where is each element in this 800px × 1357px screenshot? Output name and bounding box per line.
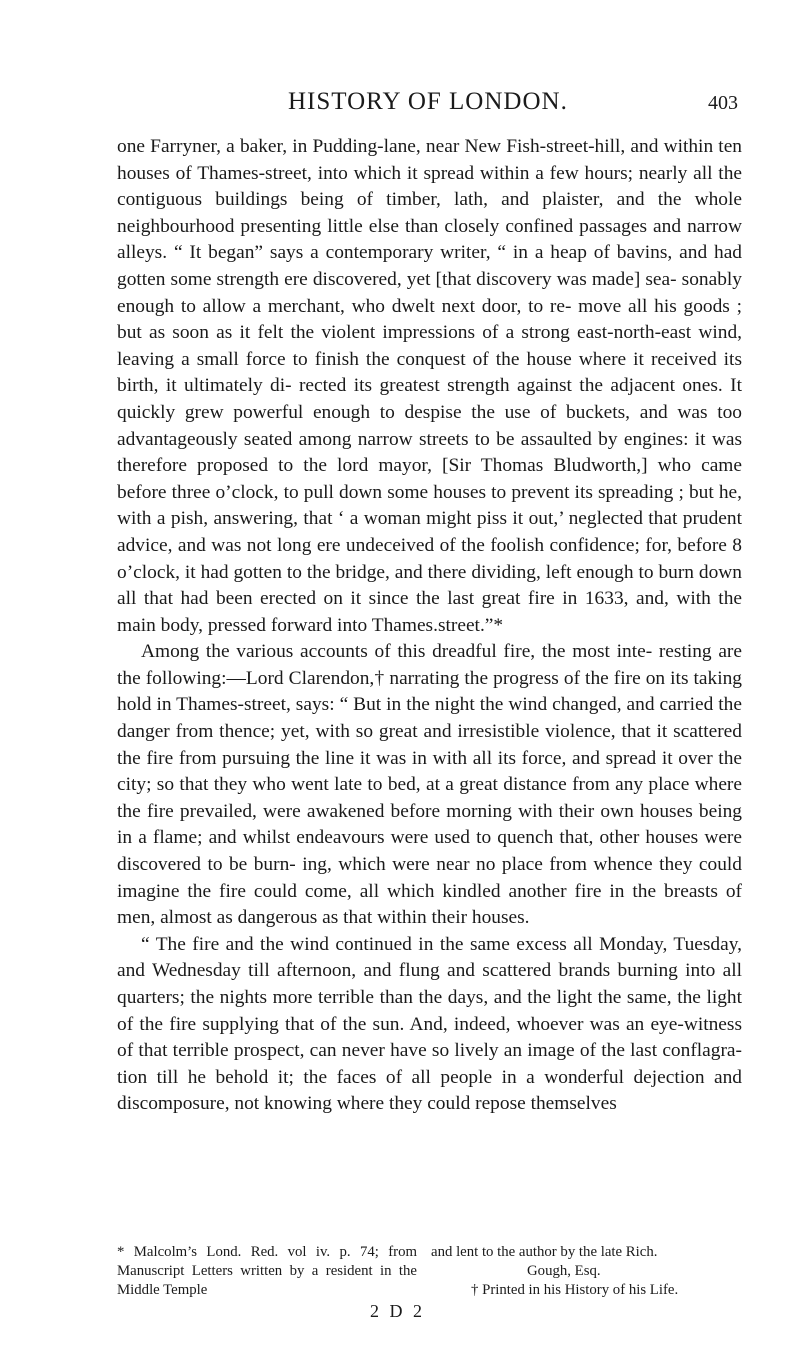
footnote-right-line-2: Gough, Esq. (527, 1263, 601, 1279)
paragraph-3: “ The fire and the wind continued in the same excess all Monday, Tuesday, and Wednesday till afternoon, and flung and scattered brands burning into all quarters; the nights more terrible than the days, and the light the same, the light of the fire supplying that of the sun. And, indeed, whoever was an eye-witness of that terrible prospect, can never have so lively an image of the last conflagra- tion till he behold it; the faces of all people in a wonderful dejection and discomposure, not knowing where they could repose themselves (117, 933, 742, 1115)
signature-mark: 2 D 2 (370, 1301, 425, 1321)
paragraph-2: Among the various accounts of this dreadful fire, the most inte- resting are the following:—Lord Clarendon,† narrating the progress of the fire on its taking hold in Thames-street, says: “ But in the night the wind changed, and carried the danger from thence; yet, with so great and irresistible violence, that it scattered the fire from pursuing the line it was in with all its force, and spread it over the city; so that they who went late to bed, at a great distance from any place where the fire prevailed, were awakened before morning with their own houses being in a flame; and whilst endeavours were used to quench that, other houses were discovered to be burn- ing, which were near no place from whence they could imagine the fire could come, all which kindled another fire in the breasts of men, almost as dangerous as that within their houses. (117, 641, 742, 929)
footnote-left: * Malcolm’s Lond. Red. vol iv. p. 74; from Manuscript Letters written by a resident in the Middle Temple (117, 1244, 417, 1298)
footnote-right-line-1: and lent to the author by the late Rich. (431, 1244, 658, 1260)
running-title: HISTORY OF LONDON. (288, 88, 568, 115)
body-text (117, 134, 742, 1118)
paragraph-1: one Farryner, a baker, in Pudding-lane, near New Fish-street-hill, and within ten houses of Thames-street, into which it spread within a few hours; nearly all the contiguous buildings being of timber, lath, and plaister, and the whole neighbourhood presenting little else than closely confined passages and narrow alleys. “ It began” says a contemporary writer, “ in a heap of bavins, and had gotten some strength ere discovered, yet [that discovery was made] sea- sonably enough to allow a merchant, who dwelt next door, to re- move all his goods ; but as soon as it felt the violent impressions of a strong east-north-east wind, leaving a small force to finish the conquest of the house where it received its birth, it ultimately di- rected its greatest strength against the adjacent ones. It quickly grew powerful enough to despise the use of buckets, and was too advantageously seated among narrow streets to be assaulted by engines: it was therefore proposed to the lord mayor, [Sir Thomas Bludworth,] who came before three o’clock, to pull down some houses to prevent its spreading ; but he, with a pish, answering, that ‘ a woman might piss it out,’ neglected that prudent advice, and was not long ere undeceived of the foolish confidence; for, before 8 o’clock, it had gotten to the bridge, and there dividing, left enough to burn down all that had been erected on it since the last great fire in 1633, and, with the main body, pressed forward into Thames.street.”* (117, 136, 742, 636)
page-number: 403 (708, 92, 738, 114)
footnote-right (431, 1243, 751, 1300)
footnote-right-line-3: † Printed in his History of his Life. (471, 1282, 679, 1298)
running-head (288, 88, 738, 122)
